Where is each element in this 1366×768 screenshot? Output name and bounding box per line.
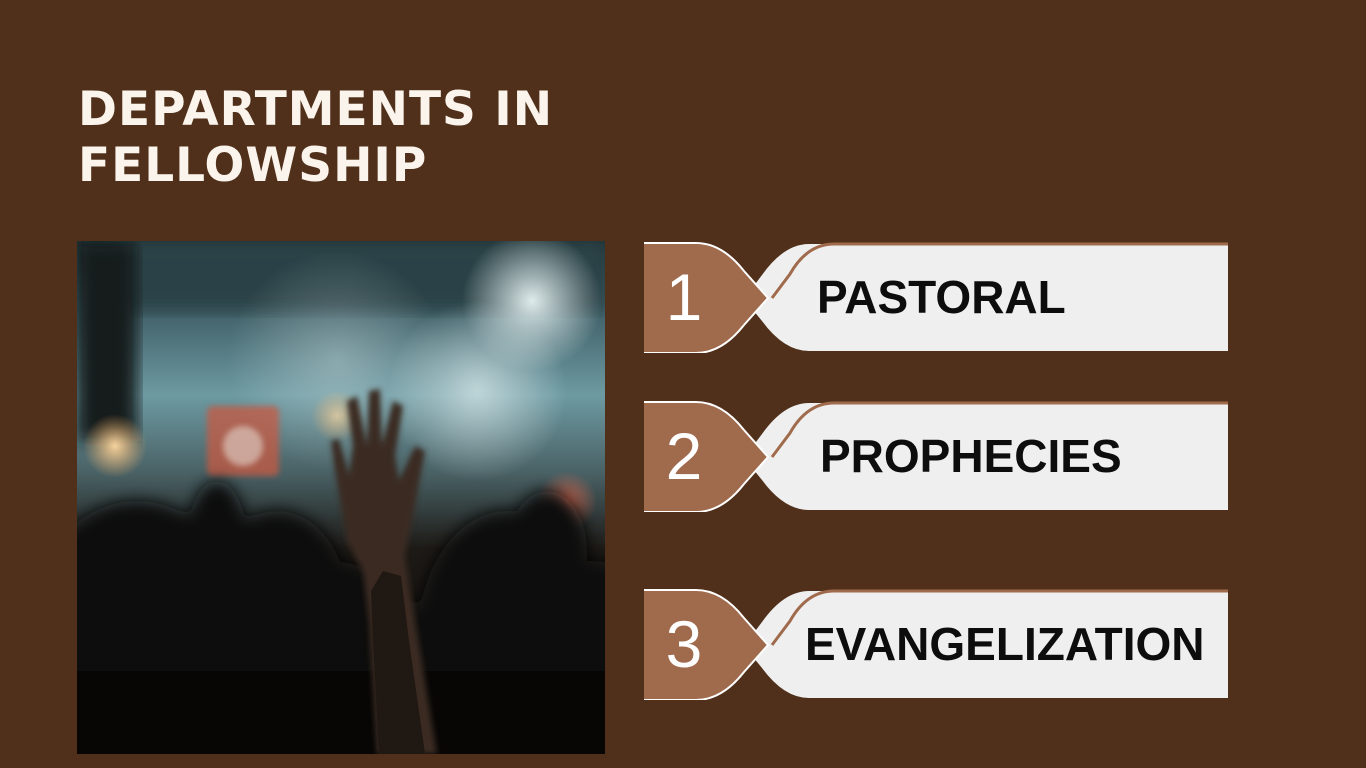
title-line-2: FELLOWSHIP bbox=[78, 138, 428, 193]
title-line-1: DEPARTMENTS IN bbox=[78, 82, 554, 137]
department-number: 1 bbox=[665, 260, 703, 334]
department-label: PROPHECIES bbox=[820, 430, 1122, 482]
worship-crowd-photo bbox=[77, 241, 605, 754]
department-item-prophecies bbox=[644, 400, 1230, 512]
department-number: 3 bbox=[665, 607, 703, 681]
department-item-evangelization bbox=[644, 588, 1230, 700]
department-label: EVANGELIZATION bbox=[805, 618, 1205, 670]
department-label: PASTORAL bbox=[817, 271, 1066, 323]
page-title bbox=[78, 82, 553, 194]
department-number: 2 bbox=[665, 419, 703, 493]
department-item-pastoral bbox=[644, 241, 1230, 353]
